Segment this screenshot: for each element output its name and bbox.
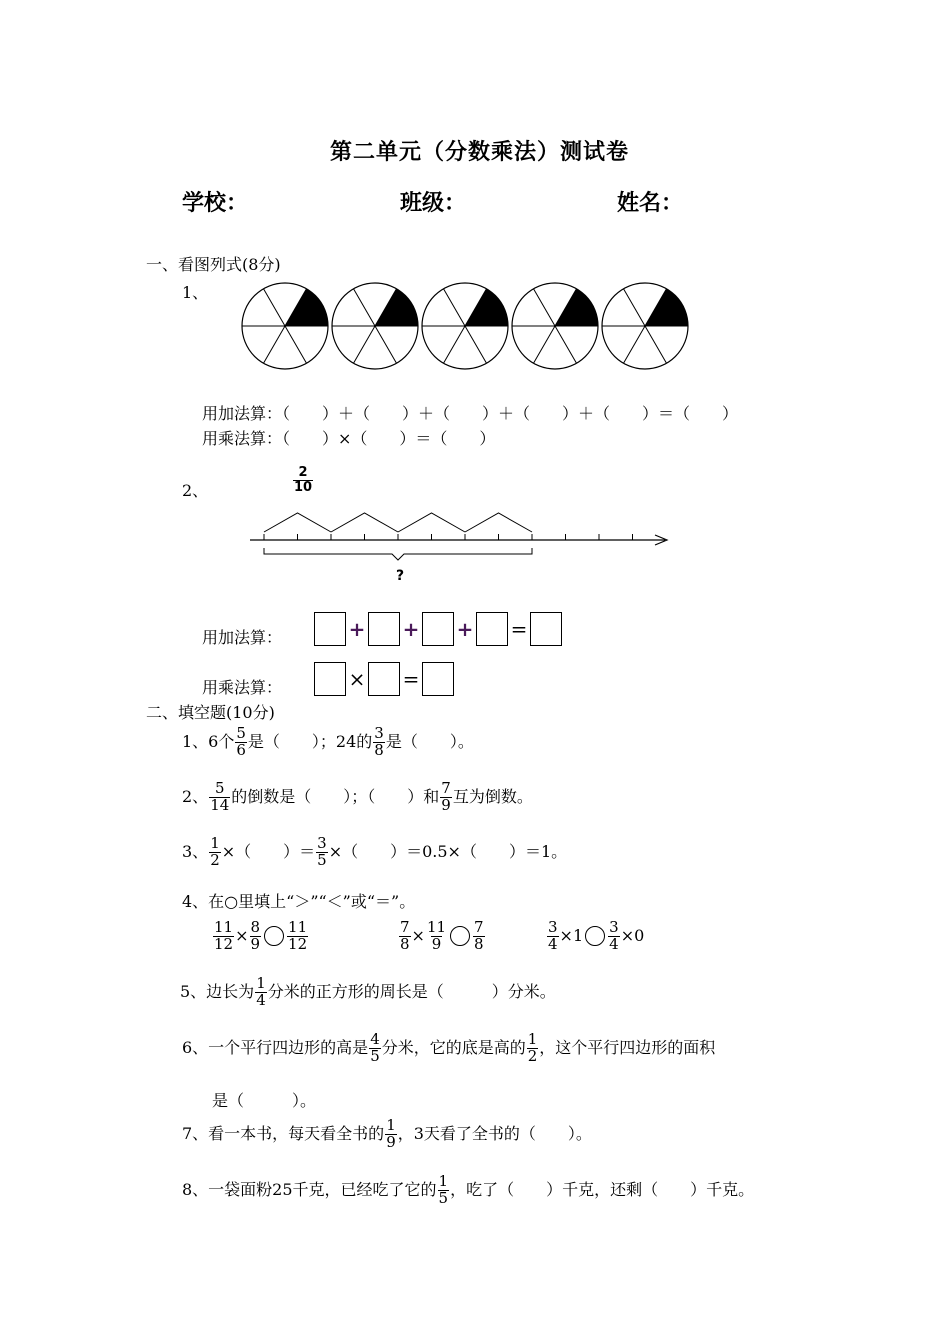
pie-circle [242,283,328,369]
shaded-sector [285,289,328,326]
fill-q6 [182,1032,715,1065]
numerator: 1 [527,1030,538,1048]
numerator: 7 [400,918,410,936]
fill-q8 [182,1174,754,1207]
q5-text-a: 5、边长为 [180,981,255,1001]
shaded-sector [465,289,508,326]
section2-heading: 二、填空题(10分) [146,703,275,722]
q2-multiplication-boxes [314,662,454,696]
numerator: 8 [250,918,261,936]
denominator: 4 [548,934,558,953]
section1-heading: 一、看图列式(8分) [146,255,281,274]
circles-figure [235,278,695,378]
sector-divider [354,326,376,363]
q1-multiplication: 用乘法算：（ ）×（ ）＝（ ） [202,429,496,448]
denominator: 4 [256,990,266,1009]
q7-text-a: 7、看一本书，每天看全书的 [182,1123,385,1143]
numerator: 11 [214,918,234,936]
numerator: 7 [441,779,451,797]
numerator: 1 [210,834,220,852]
q6-text-c: ，这个平行四边形的面积 [539,1037,716,1057]
answer-box[interactable] [314,612,346,646]
plus-sign: + [456,617,474,641]
fill-q5 [180,976,556,1009]
denominator: 12 [288,934,308,953]
compare-expression-1 [212,920,309,953]
pie-circle [332,283,418,369]
q8-text-a: 8、一袋面粉25千克，已经吃了它的 [182,1179,437,1199]
denominator: 9 [250,934,261,953]
sector-divider [465,326,487,363]
sector-divider [264,326,286,363]
compare-expression-2 [398,920,486,953]
answer-box[interactable] [530,612,562,646]
answer-box[interactable] [476,612,508,646]
sector-divider [624,326,646,363]
jump-arc [398,513,465,532]
equals-sign: = [510,617,528,641]
denominator: 5 [317,850,327,869]
sector-divider [444,289,466,326]
plus-sign: + [348,617,366,641]
pie-circle [602,283,688,369]
brace-question-mark: ? [396,568,405,584]
q3-text-b: ×（ ）＝ [221,841,316,861]
compare-circle[interactable] [585,926,605,946]
q2-addition-boxes [314,612,562,646]
jump-arc [264,513,331,532]
times-sign: × [348,667,366,691]
brace [264,548,532,560]
q5-text-b: 分米的正方形的周长是（ ）分米。 [267,981,556,1001]
fill-q1 [182,726,474,759]
sector-divider [534,289,556,326]
denominator: 4 [609,934,619,953]
numerator: 1 [438,1172,449,1190]
denominator: 9 [431,934,442,953]
q1-text-a: 1、6个 [182,731,235,751]
q2-addition-label: 用加法算： [202,628,283,647]
denominator: 9 [386,1132,396,1151]
plus-sign: + [402,617,420,641]
q2-text-a: 2、 [182,786,209,806]
sector-divider [375,326,397,363]
q2-multiplication-label: 用乘法算： [202,678,283,697]
q1-text-b: 是（ ）；24的 [247,731,373,751]
denominator: 14 [210,795,230,814]
denominator: 8 [400,934,410,953]
fill-q3 [182,836,567,869]
times-zero: ×0 [620,925,645,945]
q2-text-b: 的倒数是（ ）；（ ）和 [231,786,440,806]
compare-circle[interactable] [264,926,284,946]
denominator: 2 [210,850,220,869]
shaded-sector [375,289,418,326]
denominator: 9 [441,795,451,814]
sector-divider [555,326,577,363]
answer-box[interactable] [422,612,454,646]
times-sign: × [235,925,249,945]
denominator: 6 [236,740,246,759]
page-title: 第二单元（分数乘法）测试卷 [330,139,630,165]
compare-expression-3 [546,920,644,953]
q2-text-c: 互为倒数。 [452,786,533,806]
sector-divider [624,289,646,326]
sector-divider [645,326,667,363]
sector-divider [285,326,307,363]
denominator: 5 [438,1188,449,1207]
number-line [245,505,675,575]
numerator: 3 [317,834,327,852]
numerator: 7 [474,918,484,936]
fill-q4-instruction: 4、在○里填上“＞”“＜”或“＝”。 [182,892,416,911]
answer-box[interactable] [368,612,400,646]
numerator: 5 [214,779,225,797]
q8-text-b: ，吃了（ ）千克，还剩（ ）千克。 [450,1179,755,1199]
sector-divider [354,289,376,326]
times-one: ×1 [559,925,584,945]
numerator: 3 [548,918,558,936]
numerator: 3 [609,918,619,936]
jump-arc [331,513,398,532]
numerator: 5 [236,724,246,742]
q2-label: 2、 [182,481,209,500]
fraction-denominator: 10 [294,479,313,495]
answer-box[interactable] [368,662,400,696]
q1-label: 1、 [182,283,209,302]
pie-circle [512,283,598,369]
numerator: 1 [386,1116,396,1134]
pie-circle [422,283,508,369]
numerator: 1 [256,974,266,992]
q6-text-b: 分米，它的底是高的 [381,1037,526,1057]
numerator: 4 [370,1030,380,1048]
shaded-sector [555,289,598,326]
q1-addition: 用加法算：（ ）＋（ ）＋（ ）＋（ ）＋（ ）＝（ ） [202,404,739,423]
q3-text-a: 3、 [182,841,209,861]
answer-box[interactable] [422,662,454,696]
class-label: 班级： [400,190,467,216]
shaded-sector [645,289,688,326]
sector-divider [534,326,556,363]
numberline-fraction [292,466,314,494]
sector-divider [264,289,286,326]
q3-text-c: ×（ ）＝0.5×（ ）＝1。 [328,841,568,861]
q6-text-a: 6、一个平行四边形的高是 [182,1037,369,1057]
school-label: 学校： [182,190,249,216]
denominator: 12 [214,934,234,953]
denominator: 8 [374,740,384,759]
name-label: 姓名： [617,190,684,216]
sector-divider [444,326,466,363]
numerator: 11 [426,918,447,936]
answer-box[interactable] [314,662,346,696]
numerator: 11 [288,918,308,936]
fill-q7 [182,1118,592,1151]
times-sign: × [411,925,425,945]
equals-sign: = [402,667,420,691]
fill-q6-continued: 是（ ）。 [212,1091,317,1110]
denominator: 2 [527,1046,538,1065]
q1-text-c: 是（ ）。 [385,731,474,751]
jump-arc [465,513,532,532]
denominator: 5 [370,1046,380,1065]
fill-q2 [182,781,533,814]
fraction-numerator: 2 [298,465,308,480]
q7-text-b: ，3天看了全书的（ ）。 [397,1123,592,1143]
denominator: 8 [474,934,484,953]
compare-circle[interactable] [450,926,470,946]
numerator: 3 [374,724,384,742]
